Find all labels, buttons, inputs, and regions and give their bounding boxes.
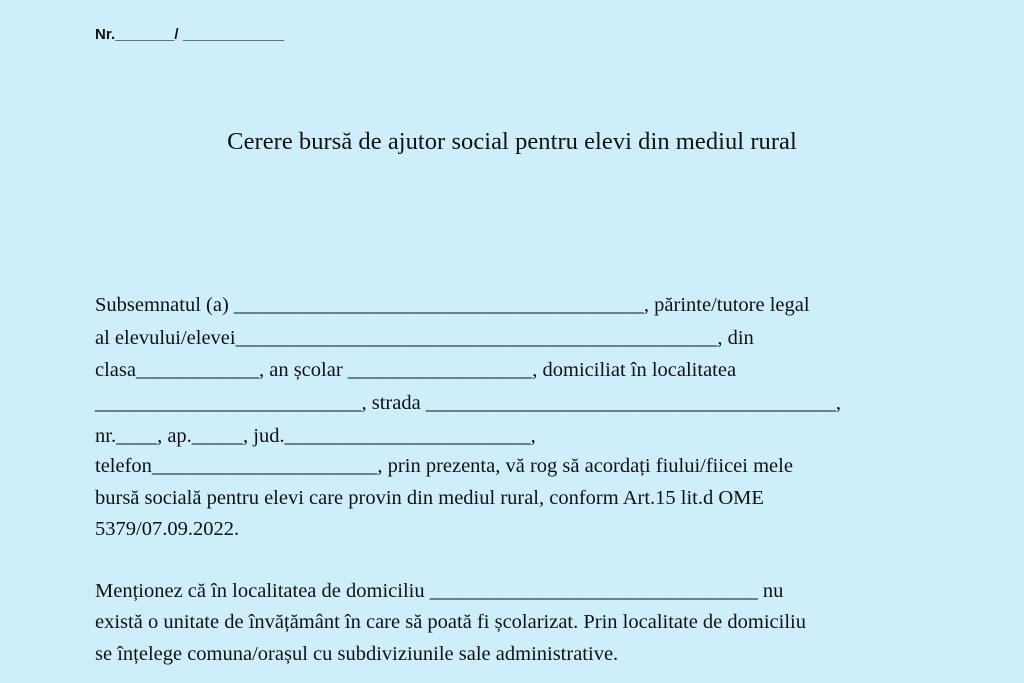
paragraph1-line-7: bursă socială pentru elevi care provin din mediul rural, conform Art.15 lit.d OME: [95, 487, 764, 509]
paragraph1-line-2: al elevului/elevei_______________________________________________, din: [95, 327, 754, 349]
registration-number-line: Nr._______/ ____________: [95, 26, 285, 43]
paragraph2-line-3: se înțelege comuna/orașul cu subdiviziunile sale administrative.: [95, 643, 619, 665]
paragraph1-line-8: 5379/07.09.2022.: [95, 518, 240, 540]
paragraph1-line-4: __________________________, strada ________________________________________,: [95, 392, 841, 414]
paragraph2-line-2: există o unitate de învățământ în care să poată fi școlarizat. Prin localitate de domiciliu: [95, 611, 806, 633]
paragraph1-line-3: clasa____________, an școlar __________________, domiciliat în localitatea: [95, 359, 737, 381]
paragraph1-line-1: Subsemnatul (a) ________________________________________, părinte/tutore legal: [95, 294, 810, 316]
paragraph1-line-6: telefon______________________, prin prezenta, vă rog să acordați fiului/fiicei mele: [95, 455, 793, 477]
document-title: Cerere bursă de ajutor social pentru elevi din mediul rural: [227, 128, 797, 155]
paragraph1-line-5: nr.____, ap._____, jud.________________________,: [95, 425, 536, 447]
paragraph2-line-1: Menționez că în localitatea de domiciliu ________________________________ nu: [95, 580, 784, 602]
